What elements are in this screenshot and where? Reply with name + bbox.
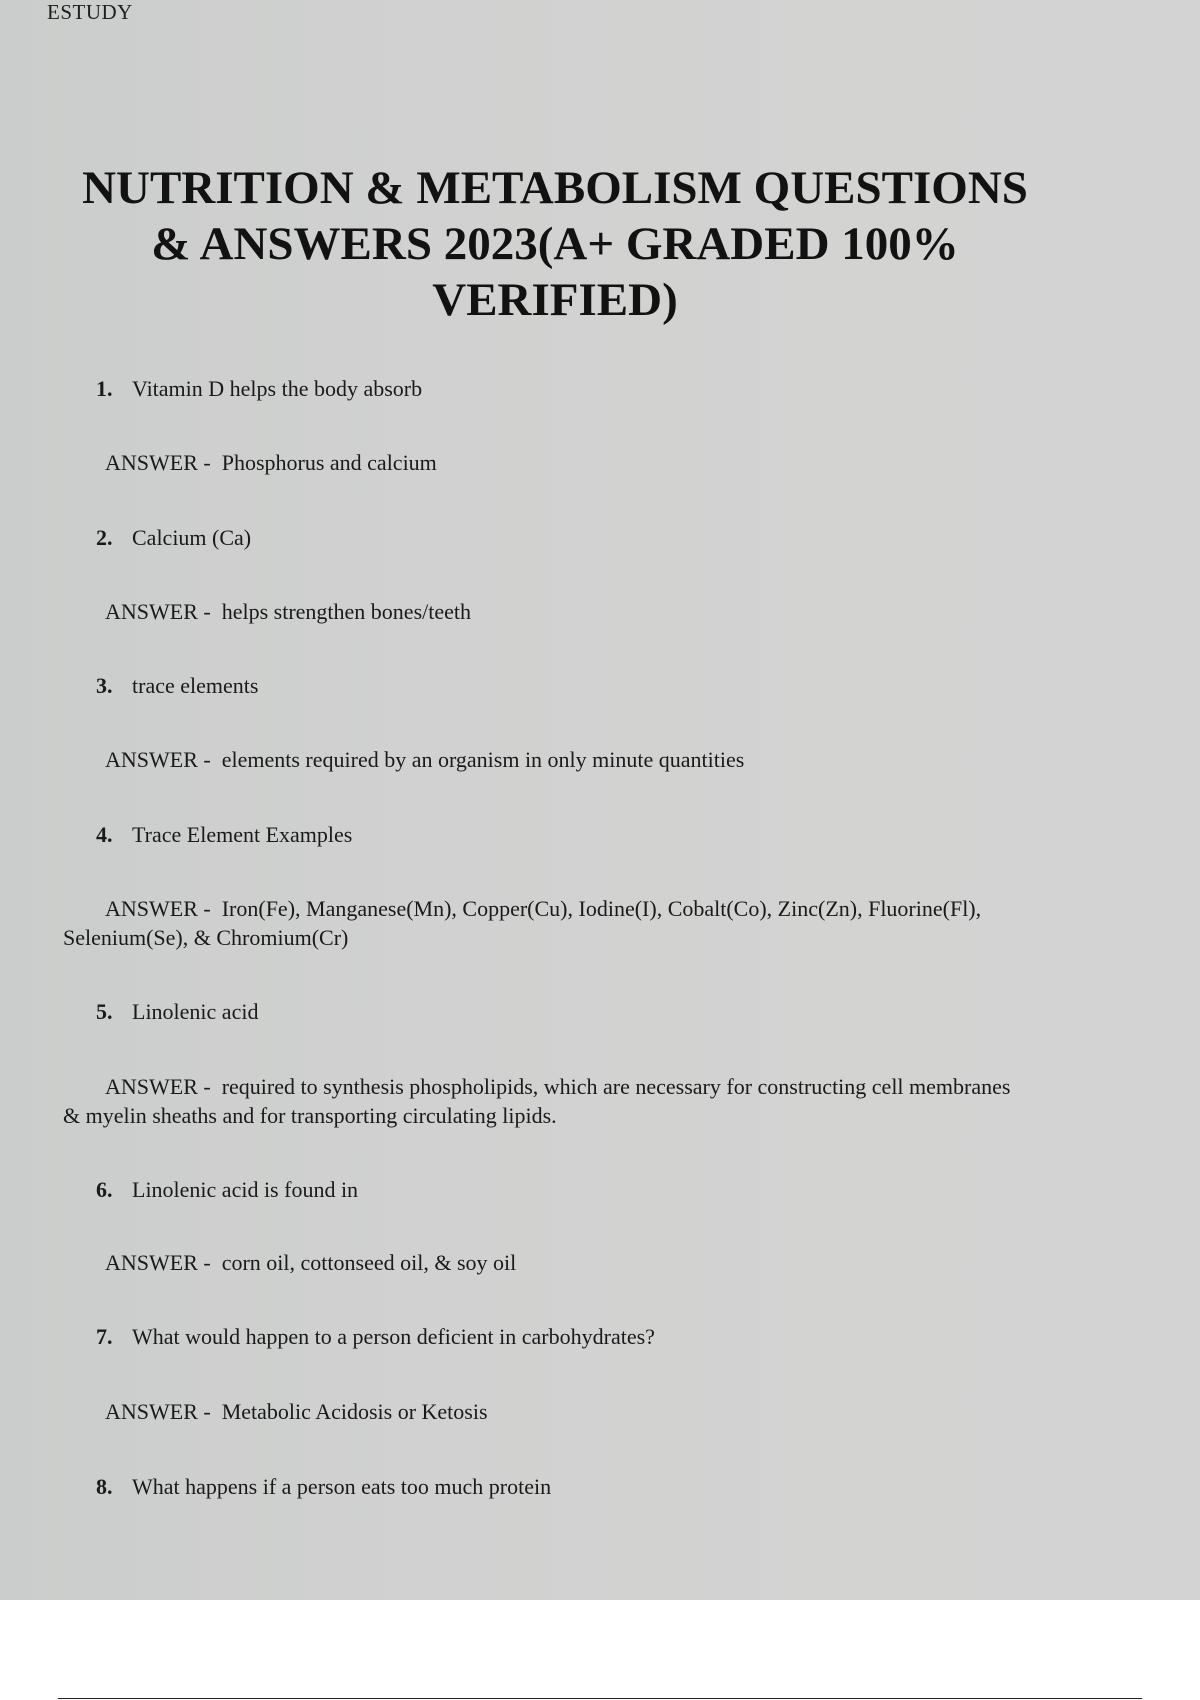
answer-prefix: ANSWER - [105, 896, 211, 921]
question-number: 5. [96, 999, 113, 1024]
question-text: What happens if a person eats too much protein [132, 1474, 552, 1499]
question-3 [0, 671, 1196, 700]
footer-divider [58, 1698, 1142, 1699]
question-number: 8. [96, 1474, 113, 1499]
question-text: Vitamin D helps the body absorb [132, 376, 423, 401]
question-number: 3. [96, 673, 113, 698]
title-line: & ANSWERS 2023(A+ GRADED 100% [151, 218, 959, 270]
question-1 [0, 374, 1196, 403]
question-number: 2. [96, 525, 113, 550]
question-text: Calcium (Ca) [132, 525, 252, 550]
answer-text: corn oil, cottonseed oil, & soy oil [221, 1250, 517, 1275]
answer-2 [0, 597, 1023, 626]
question-8 [0, 1472, 1196, 1501]
answer-1 [0, 448, 1023, 477]
question-number: 6. [96, 1177, 113, 1202]
question-4 [0, 820, 1196, 849]
question-number: 7. [96, 1324, 113, 1349]
answer-3 [0, 745, 1023, 774]
answer-text: Phosphorus and calcium [221, 450, 437, 475]
answer-5 [0, 1072, 1023, 1130]
answer-text: helps strengthen bones/teeth [221, 599, 471, 624]
question-text: Linolenic acid is found in [132, 1177, 359, 1202]
question-text: trace elements [132, 673, 259, 698]
question-6 [0, 1175, 1196, 1204]
title-line: NUTRITION & METABOLISM QUESTIONS [82, 162, 1028, 214]
document-title [40, 160, 1070, 328]
question-number: 4. [96, 822, 113, 847]
answer-text: required to synthesis phospholipids, which are necessary for constructing cell membranes & myelin sheaths and for transporting circulating lipids. [63, 1074, 1011, 1128]
answer-prefix: ANSWER - [105, 1399, 211, 1424]
answer-6 [0, 1248, 1023, 1277]
question-number: 1. [96, 376, 113, 401]
answer-prefix: ANSWER - [105, 1250, 211, 1275]
answer-prefix: ANSWER - [105, 599, 211, 624]
answer-4 [0, 894, 1023, 952]
answer-prefix: ANSWER - [105, 1074, 211, 1099]
answer-prefix: ANSWER - [105, 747, 211, 772]
answer-text: Iron(Fe), Manganese(Mn), Copper(Cu), Iodine(I), Cobalt(Co), Zinc(Zn), Fluorine(Fl), Selenium(Se), & Chromium(Cr) [63, 896, 982, 950]
question-7 [0, 1322, 1196, 1351]
answer-7 [0, 1397, 1023, 1426]
question-text: Linolenic acid [132, 999, 259, 1024]
question-text: What would happen to a person deficient in carbohydrates? [132, 1324, 655, 1349]
answer-prefix: ANSWER - [105, 450, 211, 475]
question-5 [0, 997, 1196, 1026]
question-2 [0, 523, 1196, 552]
question-text: Trace Element Examples [132, 822, 353, 847]
brand-label: ESTUDY [47, 0, 133, 24]
answer-text: Metabolic Acidosis or Ketosis [221, 1399, 488, 1424]
title-line: VERIFIED) [432, 274, 678, 326]
answer-text: elements required by an organism in only minute quantities [221, 747, 745, 772]
